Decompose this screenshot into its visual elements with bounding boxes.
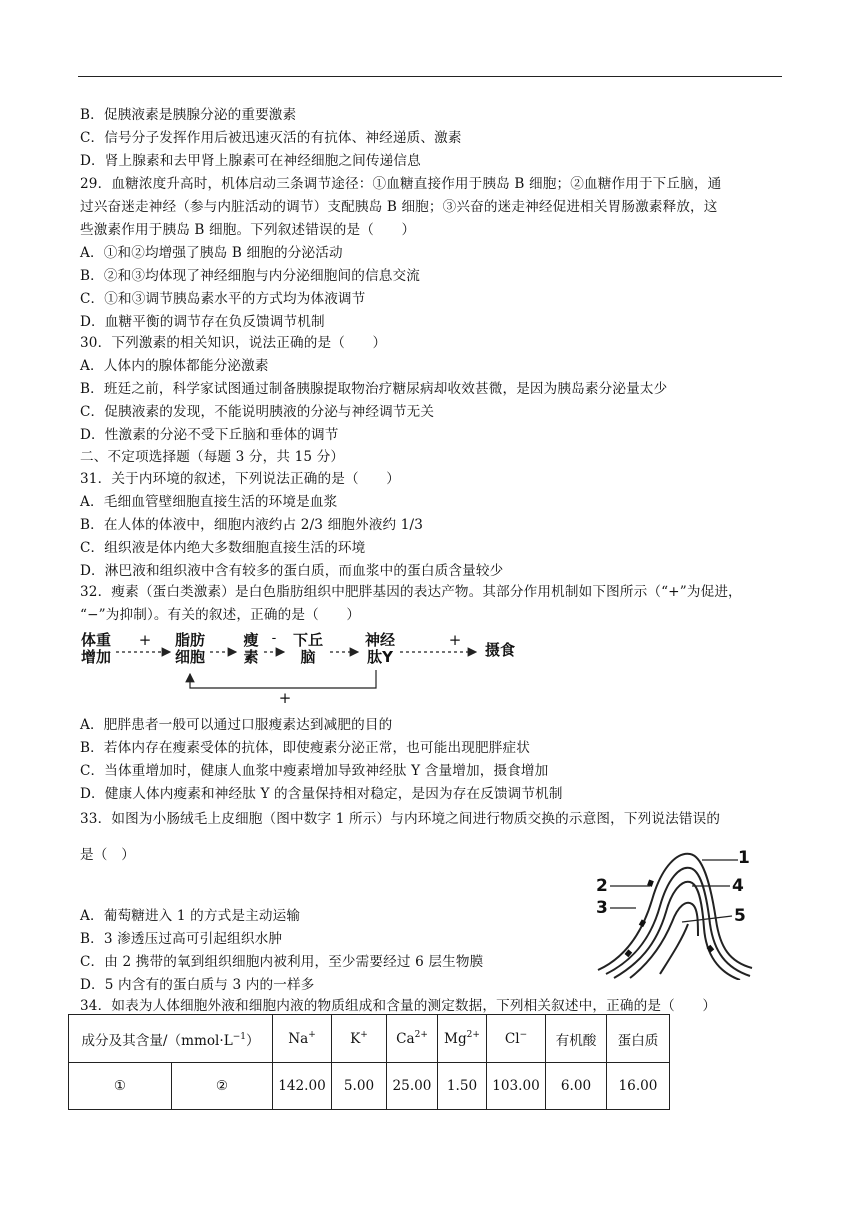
cell-na: 142.00 bbox=[273, 1063, 332, 1110]
sign-promote-2: + bbox=[448, 631, 462, 649]
table-header-row bbox=[69, 1015, 670, 1063]
q32-stem-line-1: 32．瘦素（蛋白类激素）是白色脂肪组织中肥胖基因的表达产物。其部分作用机制如下图所示（“+”为促进， bbox=[80, 584, 742, 600]
label-2: 2 bbox=[596, 876, 608, 896]
q33-option-d: D．5 内含有的蛋白质与 3 内的一样多 bbox=[80, 977, 315, 993]
sign-promote-1: + bbox=[138, 631, 152, 649]
q29-stem-line-1: 29．血糖浓度升高时，机体启动三条调节途径：①血糖直接作用于胰岛 B 细胞；②血糖作用于下丘脑，通 bbox=[80, 176, 722, 192]
q34-stem: 34．如表为人体细胞外液和细胞内液的物质组成和含量的测定数据，下列相关叙述中，正确的是（ ） bbox=[80, 998, 717, 1014]
villus-drawing bbox=[590, 850, 780, 980]
q32-option-a: A．肥胖患者一般可以通过口服瘦素达到减肥的目的 bbox=[80, 717, 393, 733]
node-feeding: 摄食 bbox=[484, 641, 515, 659]
sign-promote-feedback: + bbox=[278, 689, 292, 707]
q31-option-c: C．组织液是体内绝大多数细胞直接生活的环境 bbox=[80, 540, 366, 556]
q30-option-a: A．人体内的腺体都能分泌激素 bbox=[80, 358, 269, 374]
q33-option-c: C．由 2 携带的氧到组织细胞内被利用，至少需要经过 6 层生物膜 bbox=[80, 954, 484, 970]
label-5: 5 bbox=[734, 906, 746, 926]
q33-option-a: A．葡萄糖进入 1 的方式是主动运输 bbox=[80, 908, 301, 924]
q29-option-b: B．②和③均体现了神经细胞与内分泌细胞间的信息交流 bbox=[80, 268, 420, 284]
header-ca: $Ca^{2+}$ bbox=[387, 1015, 438, 1063]
cell-cl: 103.00 bbox=[487, 1063, 546, 1110]
q32-stem-line-2: “−”为抑制）。有关的叙述，正确的是（ ） bbox=[80, 607, 361, 623]
label-3: 3 bbox=[596, 898, 608, 918]
cell-fluid-1: ① bbox=[69, 1063, 172, 1110]
header-label: 成分及其含量$/(mmol\cdot L^{-1})$ bbox=[69, 1015, 273, 1063]
cell-k: 5.00 bbox=[332, 1063, 387, 1110]
label-4: 4 bbox=[732, 876, 744, 896]
header-rule bbox=[78, 76, 782, 77]
q29-option-d: D．血糖平衡的调节存在负反馈调节机制 bbox=[80, 314, 325, 330]
cell-ca: 25.00 bbox=[387, 1063, 438, 1110]
node-hypothalamus: 下丘 脑 bbox=[292, 631, 323, 666]
sign-inhibit: - bbox=[271, 631, 277, 646]
header-na: Na+ bbox=[273, 1015, 332, 1063]
cell-mg: 1.50 bbox=[438, 1063, 487, 1110]
node-neuropeptide-y: 神经 肽Y bbox=[364, 631, 395, 666]
header-k: K+ bbox=[332, 1015, 387, 1063]
header-organic-acid: 有机酸 bbox=[546, 1015, 607, 1063]
q33-stem-line-2: 是（ ） bbox=[80, 847, 135, 863]
q30-option-b: B．班廷之前，科学家试图通过制备胰腺提取物治疗糖尿病却收效甚微，是因为胰岛素分泌量太少 bbox=[80, 381, 668, 397]
q29-option-a: A．①和②均增强了胰岛 B 细胞的分泌活动 bbox=[80, 245, 343, 261]
q32-option-b: B．若体内存在瘦素受体的抗体，即使瘦素分泌正常，也可能出现肥胖症状 bbox=[80, 740, 530, 756]
q31-option-a: A．毛细血管壁细胞直接生活的环境是血浆 bbox=[80, 494, 338, 510]
q31-option-d: D．淋巴液和组织液中含有较多的蛋白质，而血浆中的蛋白质含量较少 bbox=[80, 563, 504, 579]
q31-option-b: B．在人体的体液中，细胞内液约占 2/3 细胞外液约 1/3 bbox=[80, 517, 424, 533]
label-1: 1 bbox=[738, 848, 750, 868]
q30-stem: 30．下列激素的相关知识，说法正确的是（ ） bbox=[80, 335, 387, 351]
composition-table bbox=[68, 1014, 670, 1110]
q28-option-c: C．信号分子发挥作用后被迅速灭活的有抗体、神经递质、激素 bbox=[80, 130, 462, 146]
node-fat-cell: 脂肪 细胞 bbox=[174, 631, 205, 666]
cell-fluid-2: ② bbox=[172, 1063, 273, 1110]
table-row bbox=[69, 1063, 670, 1110]
q32-option-d: D．健康人体内瘦素和神经肽 Y 的含量保持相对稳定，是因为存在反馈调节机制 bbox=[80, 786, 563, 802]
header-mg: $Mg^{2+}$ bbox=[438, 1015, 487, 1063]
villus-diagram bbox=[590, 850, 780, 980]
cell-protein: 16.00 bbox=[607, 1063, 670, 1110]
q31-stem: 31．关于内环境的叙述，下列说法正确的是（ ） bbox=[80, 471, 400, 487]
cell-organic-acid: 6.00 bbox=[546, 1063, 607, 1110]
section-heading: 二、不定项选择题（每题 3 分，共 15 分） bbox=[80, 449, 345, 465]
q29-stem-line-2: 过兴奋迷走神经（参与内脏活动的调节）支配胰岛 B 细胞；③兴奋的迷走神经促进相关胃肠激素释放，这 bbox=[80, 199, 718, 215]
q28-option-d: D．肾上腺素和去甲肾上腺素可在神经细胞之间传递信息 bbox=[80, 153, 421, 169]
header-cl: Cl− bbox=[487, 1015, 546, 1063]
q32-option-c: C．当体重增加时，健康人血浆中瘦素增加导致神经肽 Y 含量增加，摄食增加 bbox=[80, 763, 549, 779]
q29-stem-line-3: 些激素作用于胰岛 B 细胞。下列叙述错误的是（ ） bbox=[80, 222, 416, 238]
leptin-flowchart bbox=[78, 628, 528, 710]
header-protein: 蛋白质 bbox=[607, 1015, 670, 1063]
q33-stem-line-1: 33．如图为小肠绒毛上皮细胞（图中数字 1 所示）与内环境之间进行物质交换的示意图，下列说法错误的 bbox=[80, 811, 721, 827]
node-weight-gain: 体重 增加 bbox=[80, 631, 111, 666]
q33-option-b: B．3 渗透压过高可引起组织水肿 bbox=[80, 931, 283, 947]
q30-option-d: D．性激素的分泌不受下丘脑和垂体的调节 bbox=[80, 427, 339, 443]
q28-option-b: B．促胰液素是胰腺分泌的重要激素 bbox=[80, 107, 297, 123]
q29-option-c: C．①和③调节胰岛素水平的方式均为体液调节 bbox=[80, 291, 366, 307]
q30-option-c: C．促胰液素的发现，不能说明胰液的分泌与神经调节无关 bbox=[80, 404, 435, 420]
node-leptin: 瘦 素 bbox=[243, 631, 259, 666]
